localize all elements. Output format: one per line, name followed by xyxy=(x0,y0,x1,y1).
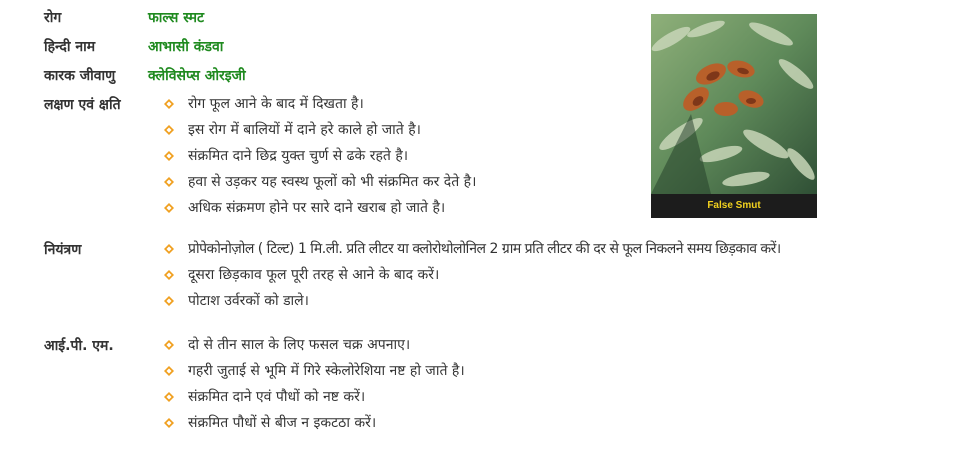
photo-caption: False Smut xyxy=(651,194,817,218)
disease-label: रोग xyxy=(44,10,62,26)
rice-panicle-image xyxy=(651,14,817,194)
symptoms-list xyxy=(164,94,476,224)
symptoms-label: लक्षण एवं क्षति xyxy=(44,97,121,113)
ipm-text: संक्रमित दाने एवं पौधों को नष्ट करें। xyxy=(188,389,366,405)
symptom-text: अधिक संक्रमण होने पर सारे दाने खराब हो जाते है। xyxy=(188,200,446,216)
list-item xyxy=(164,239,781,265)
hindi-name-value: आभासी कंडवा xyxy=(148,39,224,55)
diamond-bullet-icon xyxy=(164,203,174,213)
symptom-text: हवा से उड़कर यह स्वस्थ फूलों को भी संक्रमित कर देते है। xyxy=(188,174,477,190)
list-item xyxy=(164,361,465,387)
diamond-bullet-icon xyxy=(164,366,174,376)
control-label: नियंत्रण xyxy=(44,242,82,258)
diamond-bullet-icon xyxy=(164,392,174,402)
hindi-name-label: हिन्दी नाम xyxy=(44,39,96,55)
disease-name: फाल्स स्मट xyxy=(148,10,205,26)
causal-agent-value: क्लेविसेप्स ओरइजी xyxy=(148,68,246,84)
ipm-text: दो से तीन साल के लिए फसल चक्र अपनाए। xyxy=(188,337,411,353)
list-item xyxy=(164,198,476,224)
list-item xyxy=(164,291,781,317)
control-text: पोटाश उर्वरकों को डाले। xyxy=(188,293,309,309)
false-smut-photo xyxy=(651,14,817,218)
ipm-list xyxy=(164,335,465,439)
diamond-bullet-icon xyxy=(164,151,174,161)
diamond-bullet-icon xyxy=(164,125,174,135)
list-item xyxy=(164,120,476,146)
list-item xyxy=(164,146,476,172)
list-item xyxy=(164,387,465,413)
ipm-text: संक्रमित पौधों से बीज न इकटठा करें। xyxy=(188,415,377,431)
diamond-bullet-icon xyxy=(164,418,174,428)
symptom-text: संक्रमित दाने छिद्र युक्त चुर्ण से ढके रहते है। xyxy=(188,148,409,164)
ipm-text: गहरी जुताई से भूमि में गिरे स्केलोरेशिया नष्ट हो जाते है। xyxy=(188,363,465,379)
causal-agent-label: कारक जीवाणु xyxy=(44,68,116,84)
list-item xyxy=(164,265,781,291)
symptom-text: इस रोग में बालियों में दाने हरे काले हो जाते है। xyxy=(188,122,421,138)
list-item xyxy=(164,94,476,120)
control-text: दूसरा छिड़काव फूल पूरी तरह से आने के बाद करें। xyxy=(188,267,440,283)
diamond-bullet-icon xyxy=(164,340,174,350)
control-list xyxy=(164,239,781,317)
diamond-bullet-icon xyxy=(164,296,174,306)
list-item xyxy=(164,335,465,361)
diamond-bullet-icon xyxy=(164,99,174,109)
diamond-bullet-icon xyxy=(164,270,174,280)
diamond-bullet-icon xyxy=(164,177,174,187)
list-item xyxy=(164,413,465,439)
diamond-bullet-icon xyxy=(164,244,174,254)
list-item xyxy=(164,172,476,198)
control-text: प्रोपेकोनोज़ोल ( टिल्ट) 1 मि.ली. प्रति लीटर या क्लोरोथोलोनिल 2 ग्राम प्रति लीटर की दर से फूल निकलने समय छिड़काव करें। xyxy=(188,241,781,257)
ipm-label: आई.पी. एम. xyxy=(44,338,114,354)
symptom-text: रोग फूल आने के बाद में दिखता है। xyxy=(188,96,364,112)
